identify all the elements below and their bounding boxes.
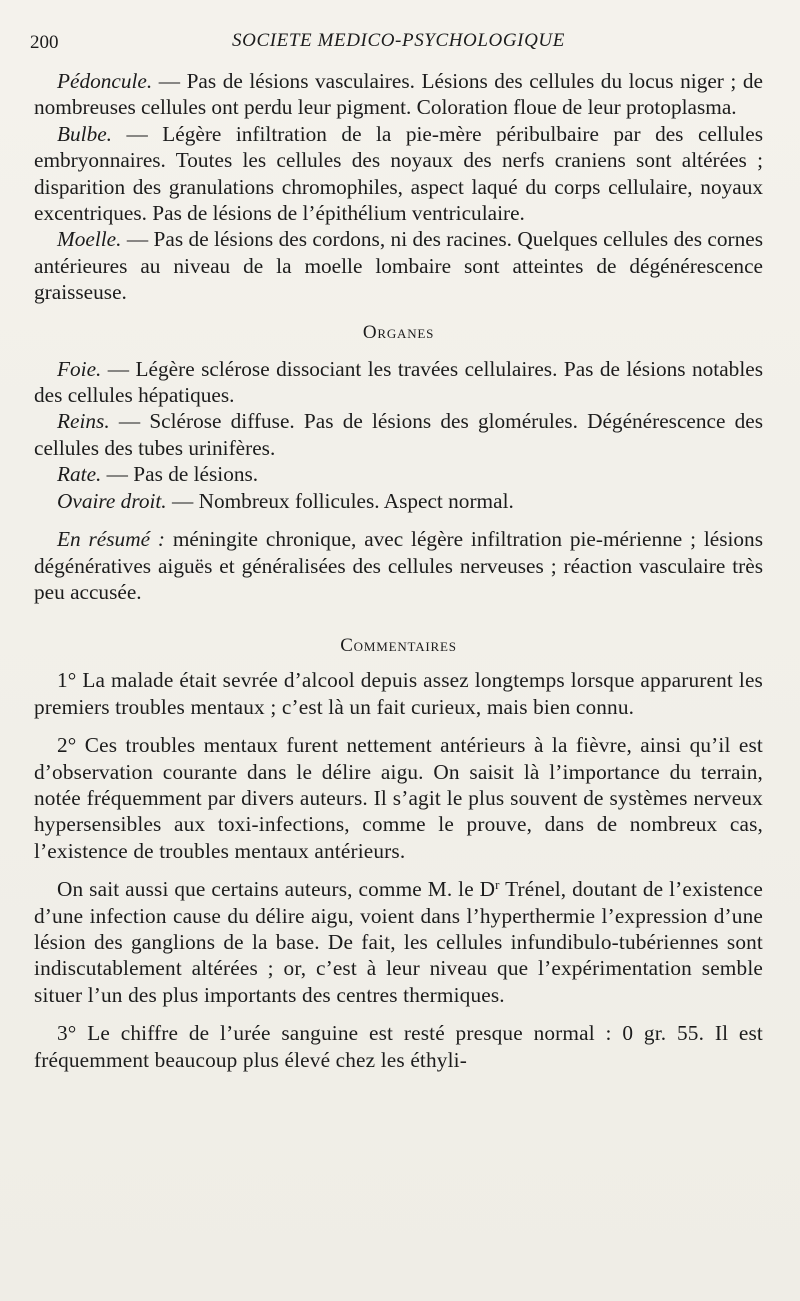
label-ovaire: Ovaire droit. <box>57 488 167 513</box>
paragraph-rate <box>34 461 763 487</box>
label-bulbe: Bulbe. <box>57 121 112 146</box>
page-number: 200 <box>30 32 59 53</box>
heading-organes: Organes <box>362 321 435 343</box>
paragraph-comment-3: 3° Le chiffre de l’urée sanguine est resté presque normal : 0 gr. 55. Il est fréquemment beaucoup plus élevé chez les éthyli- <box>34 1021 763 1072</box>
label-rate: Rate. <box>57 462 102 487</box>
paragraph-ovaire <box>34 488 763 514</box>
paragraph-resume <box>34 526 763 605</box>
paragraph-bulbe <box>34 121 763 227</box>
text-comment-2b-before: On sait aussi que certains auteurs, comme M. le D <box>57 877 496 902</box>
text-pedoncule: — Pas de lésions vasculaires. Lésions des cellules du locus niger ; de nombreuses cellules ont perdu leur pigment. Coloration floue de leur protoplasma. <box>34 69 763 120</box>
paragraph-comment-1: 1° La malade était sevrée d’alcool depuis assez longtemps lorsque apparurent les premiers troubles mentaux ; c’est là un fait curieux, mais bien connu. <box>34 668 763 719</box>
paragraph-comment-2: 2° Ces troubles mentaux furent nettement antérieurs à la fièvre, ainsi qu’il est d’observation courante dans le délire aigu. On saisit là l’importance du terrain, notée fréquemment par divers auteurs. Il s’agit le plus souvent de systèmes nerveux hypersensibles aux toxi-infections, comme le prouve, dans de nombreux cas, l’existence de troubles mentaux antérieurs. <box>34 733 763 863</box>
paragraph-comment-2b <box>34 876 763 1008</box>
heading-commentaires: Commentaires <box>340 635 457 657</box>
text-resume: méningite chronique, avec légère infiltration pie-mérienne ; lésions dégénératives aiguës et généralisées des cellules nerveuses ; réaction vasculaire très peu accusée. <box>34 527 763 604</box>
paragraph-foie <box>34 356 763 409</box>
label-reins: Reins. <box>57 409 110 434</box>
paragraph-moelle <box>34 226 763 305</box>
text-moelle: — Pas de lésions des cordons, ni des racines. Quelques cellules des cornes antérieures au niveau de la moelle lombaire sont atteintes de dégénérescence graisseuse. <box>34 227 763 305</box>
paragraph-pedoncule <box>34 68 763 121</box>
running-title: SOCIETE MEDICO-PSYCHOLOGIQUE <box>232 30 565 51</box>
paragraph-reins <box>34 408 763 461</box>
commentaires-section <box>34 667 763 1073</box>
text-foie: — Légère sclérose dissociant les travées cellulaires. Pas de lésions notables des cellules hépatiques. <box>34 356 763 408</box>
label-moelle: Moelle. <box>57 227 122 252</box>
text-rate: — Pas de lésions. <box>101 462 259 487</box>
text-comment-2b-after: Trénel, doutant de l’existence d’une infection cause du délire aigu, voient dans l’hyperthermie l’expression d’une lésion des ganglions de la base. De fait, les cellules infundibulo-tubériennes sont indiscutablement altérées ; or, c’est à leur niveau que l’expérimentation semble situer l’un des plus importants des centres thermiques. <box>34 877 763 1007</box>
text-ovaire: — Nombreux follicules. Aspect normal. <box>166 488 514 513</box>
organes-section <box>34 356 763 606</box>
page-header <box>30 28 763 68</box>
label-resume: En résumé : <box>57 527 165 552</box>
text-bulbe: — Légère infiltration de la pie-mère péribulbaire par des cellules embryonnaires. Toutes les cellules des noyaux des nerfs craniens sont altérées ; disparition des granulations chromophiles, aspect laqué du corps cellulaire, noyaux excentriques. Pas de lésions de l’épithélium ventriculaire. <box>34 121 763 226</box>
label-pedoncule: Pédoncule. <box>57 69 153 93</box>
label-foie: Foie. <box>57 356 102 381</box>
superscript-r: r <box>495 877 500 893</box>
text-reins: — Sclérose diffuse. Pas de lésions des glomérules. Dégénérescence des cellules des tubes urinifères. <box>34 409 763 460</box>
lesions-section <box>34 68 763 306</box>
